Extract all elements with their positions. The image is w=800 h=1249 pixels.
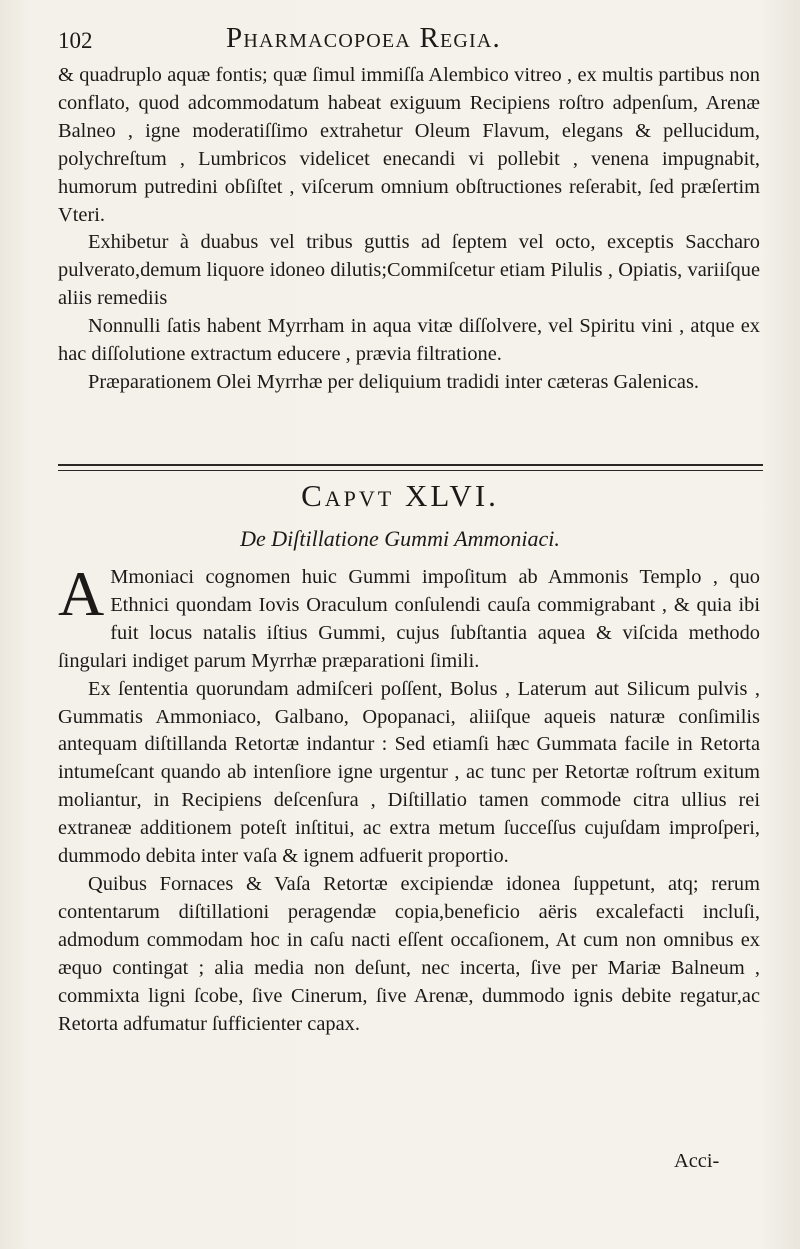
preceding-text	[58, 62, 760, 397]
paragraph: Præparationem Olei Myrrhæ per deliquium tradidi inter cæteras Galenicas.	[88, 370, 699, 393]
catchword: Acci-	[674, 1150, 720, 1172]
opening-paragraph	[58, 558, 760, 676]
paragraph: Nonnulli ſatis habent Myrrham in aqua vitæ diſſolvere, vel Spiritu vini , atque ex hac diſſolutione extractum educere , prævia filtratione.	[58, 315, 760, 366]
page-number: 102	[58, 28, 93, 53]
paragraph: & quadruplo aquæ fontis; quæ ſimul immiſſa Alembico vitreo , ex multis partibus non conflato, quod adcommodatum habeat exiguum Recipiens roſtro adpenſum, Arenæ Balneo , igne moderatiſſimo extrahetur Oleum Flavum, elegans & pellucidum, polychreſtum , Lumbricos videlicet enecandi vi pollebit , venena impugnabit, humorum putredini obſiſtet , viſcerum omnium obſtructiones reſerabit, ſed præſertim Vteri.	[58, 64, 760, 226]
chapter-heading: Capvt XLVI.	[301, 478, 499, 513]
paragraph: Quibus Fornaces & Vaſa Retortæ excipiendæ idonea ſuppetunt, atq; rerum contentarum diſtillationi peragendæ copia,beneficio aëris excalefacti incluſi, admodum commodam hoc in caſu nacti eſſent occaſionem, At cum non omnibus ex æquo contingat ; alia media non deſunt, nec incerta, ſive per Mariæ Balneum , commixta ligni ſcobe, ſive Cinerum, ſive Arenæ, dummodo ignis debite regatur,ac Retorta adfumatur ſufficienter capax.	[58, 872, 760, 1035]
running-title: Pharmacopoea Regia.	[226, 22, 501, 54]
paragraph: Ex ſententia quorundam admiſceri poſſent, Bolus , Laterum aut Silicum pulvis , Gummatis Ammoniaco, Galbano, Opopanaci, aliiſque aqueis naturæ conſimilis antequam diſtillanda Retortæ indantur : Sed etiamſi hæc Gummata facile in Retorta intumeſcant quando ab intenſiore igne urgentur , ac tunc per Retortæ roſtrum exitum moliantur, in Recipiens deſcenſura , Diſtillatio tamen commode citra ullius rei extraneæ additionem poteſt inſtitui, ac extra metum ſucceſſus cujuſdam improſperi, dummodo debita inter vaſa & ignem adfuerit proportio.	[58, 677, 760, 868]
drop-cap: A	[58, 558, 105, 629]
page-header	[58, 22, 748, 60]
paragraph: Exhibetur à duabus vel tribus guttis ad ſeptem vel octo, exceptis Saccharo pulverato,demum liquore idoneo dilutis;Commiſcetur etiam Pilulis , Opiatis, variiſque aliis remediis	[58, 231, 760, 310]
chapter-subtitle: De Diſtillatione Gummi Ammoniaci.	[240, 526, 560, 551]
opening-paragraph-text: Mmoniaci cognomen huic Gummi impoſitum ab Ammonis Templo , quo Ethnici quondam Iovis Oraculum conſulendi cauſa commigrabant , & quia ibi fuit locus natalis iſtius Gummi, cujus ſubſtantia aquea & viſcida methodo ſingulari indiget parum Myrrhæ præparationi ſimili.	[58, 566, 760, 672]
chapter-text	[58, 558, 760, 1038]
section-divider	[58, 464, 763, 471]
